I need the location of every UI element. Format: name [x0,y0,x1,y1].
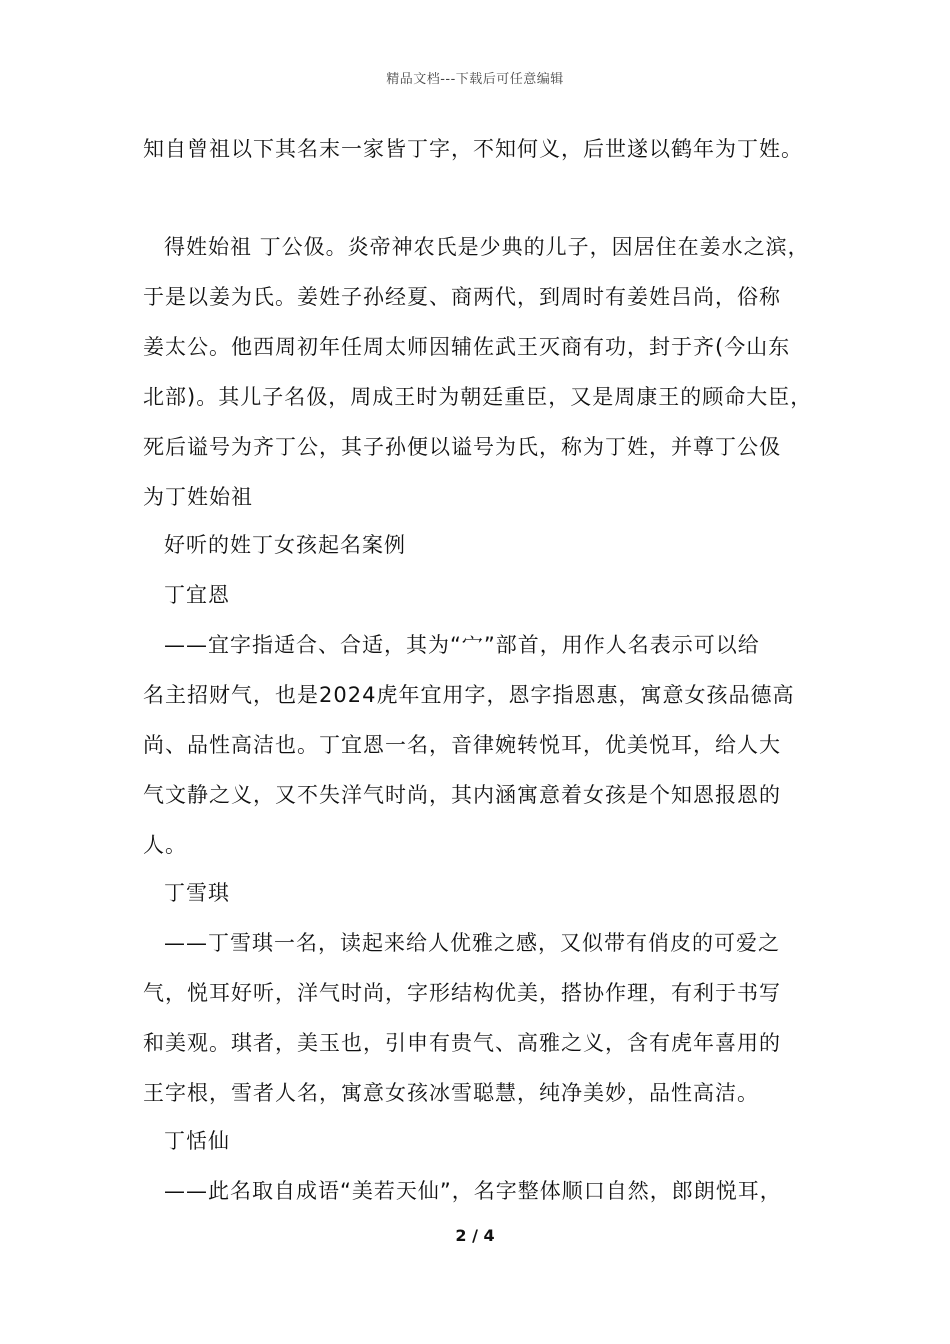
text-line: ——此名取自成语“美若天仙”，名字整体顺口自然，郎朗悦耳， [164,1179,782,1203]
text-line: 尚、品性高洁也。丁宜恩一名，音律婉转悦耳，优美悦耳，给人大 [143,733,781,757]
text-line: 死后谥号为齐丁公，其子孙便以谥号为氏，称为丁姓，并尊丁公伋 [143,435,781,459]
text-line: 姜太公。他西周初年任周太师因辅佐武王灭商有功，封于齐(今山东 [143,335,791,359]
text-line: 气文静之义，又不失洋气时尚，其内涵寓意着女孩是个知恩报恩的 [143,783,781,807]
paragraph-intro-continuation [143,124,833,174]
paragraph-tianxian-description [143,1166,833,1216]
text-line: 为丁姓始祖 [143,485,253,509]
paragraph-xueqi-description [143,918,833,1118]
text-line: 于是以姜为氏。姜姓子孙经夏、商两代，到周时有姜姓吕尚，俗称 [143,285,781,309]
paragraph-yien-description [143,620,833,870]
text-line: 气，悦耳好听，洋气时尚，字形结构优美，搭协作理，有利于书写 [143,981,781,1005]
text-line: 北部)。其儿子名伋，周成王时为朝廷重臣，又是周康王的顾命大臣， [143,385,813,409]
text-line: ——丁雪琪一名，读起来给人优雅之感，又似带有俏皮的可爱之 [164,931,780,955]
section-heading [143,520,833,570]
text-line: ——宜字指适合、合适，其为“宀”部首，用作人名表示可以给 [164,633,760,657]
page-header: 精品文档---下载后可任意编辑 [386,72,564,87]
text-line: 和美观。琪者，美玉也，引申有贵气、高雅之义，含有虎年喜用的 [143,1031,781,1055]
text-line: 人。 [143,833,187,857]
page-number: 2 / 4 [455,1226,495,1245]
text-line: 名主招财气，也是2024虎年宜用字，恩字指恩惠，寓意女孩品德高 [143,683,795,707]
text-line: 好听的姓丁女孩起名案例 [164,533,406,557]
paragraph-surname-ancestor [143,222,833,522]
name-heading-yien [143,570,833,620]
text-line: 丁宜恩 [164,583,230,607]
text-line: 王字根，雪者人名，寓意女孩冰雪聪慧，纯净美妙，品性高洁。 [143,1081,759,1105]
text-line: 知自曾祖以下其名末一家皆丁字，不知何义，后世遂以鹤年为丁姓。 [143,137,803,161]
name-heading-tianxian [143,1116,833,1166]
text-line: 得姓始祖 丁公伋。炎帝神农氏是少典的儿子，因居住在姜水之滨， [164,235,810,259]
text-line: 丁雪琪 [164,881,230,905]
text-line: 丁恬仙 [164,1129,230,1153]
name-heading-xueqi [143,868,833,918]
